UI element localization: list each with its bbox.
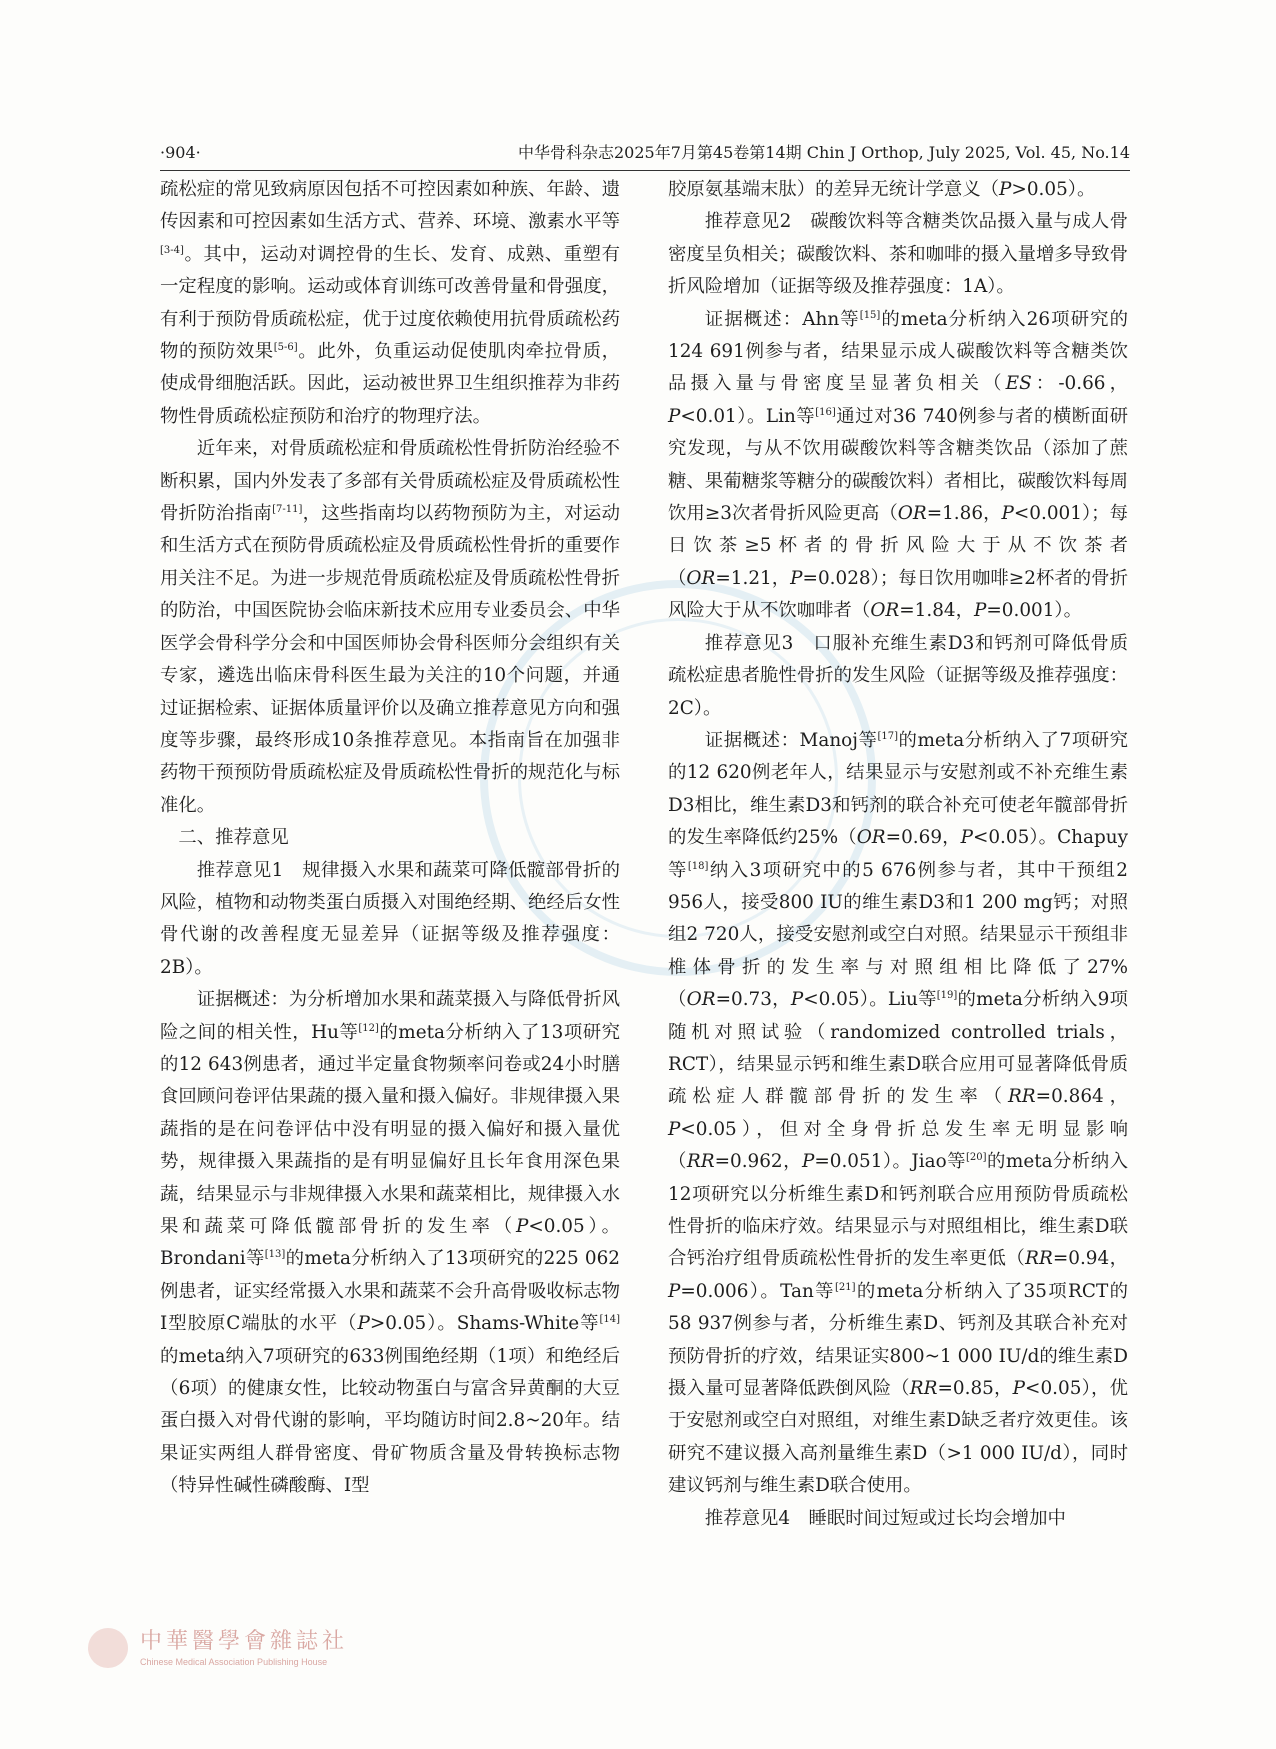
publisher-logo-text: 中華醫學會雜誌社 (140, 1629, 349, 1654)
right-column (668, 174, 1128, 1535)
citation: [16] (815, 406, 836, 418)
evidence-3: 证据概述：Manoj等[17]的meta分析纳入了7项研究的12 620例老年人，结果显示与安慰剂或不补充维生素D3相比，维生素D3和钙剂的联合补充可使老年髋部骨折的发生率降低约25%（OR=0.69，P<0.05）。Chapuy等[18]纳入3项研究中的5 676例参与者，其中干预组2 956人，接受800 IU的维生素D3和1 200 mg钙；对照组2 720人，接受安慰剂或空白对照。结果显示干预组非椎体骨折的发生率与对照组相比降低了27%（OR=0.73，P<0.05）。Liu等[19]的meta分析纳入9项随机对照试验（randomized controlled trials，RCT），结果显示钙和维生素D联合应用可显著降低骨质疏松症人群髋部骨折的发生率（RR=0.864，P<0.05），但对全身骨折总发生率无明显影响（RR=0.962，P=0.051）。Jiao等[20]的meta分析纳入12项研究以分析维生素D和钙剂联合应用预防骨质疏松性骨折的临床疗效。结果显示与对照组相比，维生素D联合钙治疗组骨质疏松性骨折的发生率更低（RR=0.94，P=0.006）。Tan等[21]的meta分析纳入了35项RCT的58 937例参与者，分析维生素D、钙剂及其联合补充对预防骨折的疗效，结果证实800~1 000 IU/d的维生素D摄入量可显著降低跌倒风险（RR=0.85，P<0.05），优于安慰剂或空白对照组，对维生素D缺乏者疗效更佳。该研究不建议摄入高剂量维生素D（>1 000 IU/d），同时建议钙剂与维生素D联合使用。 (668, 729, 1128, 1497)
recommendation-4: 推荐意见4 睡眠时间过短或过长均会增加中 (704, 1507, 1066, 1529)
citation: [12] (358, 1022, 379, 1034)
recommendation-2: 推荐意见2 碳酸饮料等含糖类饮品摄入量与成人骨密度呈负相关；碳酸饮料、茶和咖啡的摄入量增多导致骨折风险增加（证据等级及推荐强度：1A）。 (668, 211, 1128, 298)
citation: [18] (687, 860, 709, 872)
citation: [19] (936, 990, 958, 1002)
citation: [5-6] (273, 342, 298, 354)
citation: [15] (859, 309, 881, 321)
left-column (160, 174, 620, 1503)
citation: [14] (599, 1314, 620, 1326)
citation: [3-4] (160, 244, 184, 256)
running-header (160, 140, 1130, 171)
citation: [7-11] (272, 504, 303, 516)
section-heading: 二、推荐意见 (178, 827, 289, 849)
journal-info: 中华骨科杂志2025年7月第45卷第14期 Chin J Orthop, July 2025, Vol. 45, No.14 (518, 143, 1130, 162)
citation: [17] (877, 730, 898, 742)
evidence-2: 证据概述：Ahn等[15]的meta分析纳入26项研究的124 691例参与者，结果显示成人碳酸饮料等含糖类饮品摄入量与骨密度呈显著负相关（ES：-0.66，P<0.01）。Lin等[16]通过对36 740例参与者的横断面研究发现，与从不饮用碳酸饮料等含糖类饮品（添加了蔗糖、果葡糖浆等糖分的碳酸饮料）者相比，碳酸饮料每周饮用≥3次者骨折风险更高（OR=1.86，P<0.001）；每日饮茶≥5杯者的骨折风险大于从不饮茶者（OR=1.21，P=0.028）；每日饮用咖啡≥2杯者的骨折风险大于从不饮咖啡者（OR=1.84，P=0.001）。 (668, 308, 1128, 622)
recommendation-3: 推荐意见3 口服补充维生素D3和钙剂可降低骨质疏松症患者脆性骨折的发生风险（证据等级及推荐强度：2C）。 (668, 632, 1128, 719)
paragraph-intro-cont: 疏松症的常见致病原因包括不可控因素如种族、年龄、遗传因素和可控因素如生活方式、营养、环境、激素水平等[3-4]。其中，运动对调控骨的生长、发育、成熟、重塑有一定程度的影响。运动或体育训练可改善骨量和骨强度，有利于预防骨质疏松症，优于过度依赖使用抗骨质疏松药物的预防效果[5-6]。此外，负重运动促使肌肉牵拉骨质，使成骨细胞活跃。因此，运动被世界卫生组织推荐为非药物性骨质疏松症预防和治疗的物理疗法。 (160, 179, 620, 427)
evidence-1-cont: 胶原氨基端末肽）的差异无统计学意义（P>0.05）。 (668, 179, 1096, 200)
citation: [21] (834, 1281, 856, 1293)
page-number: ·904· (160, 143, 201, 162)
flower-icon (88, 1628, 128, 1668)
publisher-logo-subtext: Chinese Medical Association Publishing House (140, 1657, 328, 1667)
publisher-logo (88, 1628, 608, 1672)
recommendation-1: 推荐意见1 规律摄入水果和蔬菜可降低髋部骨折的风险，植物和动物类蛋白质摄入对围绝经期、绝经后女性骨代谢的改善程度无显差异（证据等级及推荐强度：2B）。 (160, 859, 620, 978)
evidence-1: 证据概述：为分析增加水果和蔬菜摄入与降低骨折风险之间的相关性，Hu等[12]的meta分析纳入了13项研究的12 643例患者，通过半定量食物频率问卷或24小时膳食回顾问卷评估果蔬的摄入量和摄入偏好。非规律摄入果蔬指的是在问卷评估中没有明显的摄入偏好和摄入量优势，规律摄入果蔬指的是有明显偏好且长年食用深色果蔬，结果显示与非规律摄入水果和蔬菜相比，规律摄入水果和蔬菜可降低髋部骨折的发生率（P<0.05）。Brondani等[13]的meta分析纳入了13项研究的225 062例患者，证实经常摄入水果和蔬菜不会升高骨吸收标志物Ⅰ型胶原C端肽的水平（P>0.05）。Shams-White等[14]的meta纳入7项研究的633例围绝经期（1项）和绝经后（6项）的健康女性，比较动物蛋白与富含异黄酮的大豆蛋白摄入对骨代谢的影响，平均随访时间2.8~20年。结果证实两组人群骨密度、骨矿物质含量及骨转换标志物（特异性碱性磷酸酶、Ⅰ型 (160, 989, 620, 1497)
citation: [13] (264, 1249, 286, 1261)
paragraph-background: 近年来，对骨质疏松症和骨质疏松性骨折防治经验不断积累，国内外发表了多部有关骨质疏松症及骨质疏松性骨折防治指南[7-11]，这些指南均以药物预防为主，对运动和生活方式在预防骨质疏松症及骨质疏松性骨折的重要作用关注不足。为进一步规范骨质疏松症及骨质疏松性骨折的防治，中国医院协会临床新技术应用专业委员会、中华医学会骨科学分会和中国医师协会骨科医师分会组织有关专家，遴选出临床骨科医生最为关注的10个问题，并通过证据检索、证据体质量评价以及确立推荐意见方向和强度等步骤，最终形成10条推荐意见。本指南旨在加强非药物干预预防骨质疏松症及骨质疏松性骨折的规范化与标准化。 (160, 438, 620, 816)
citation: [20] (966, 1152, 987, 1164)
